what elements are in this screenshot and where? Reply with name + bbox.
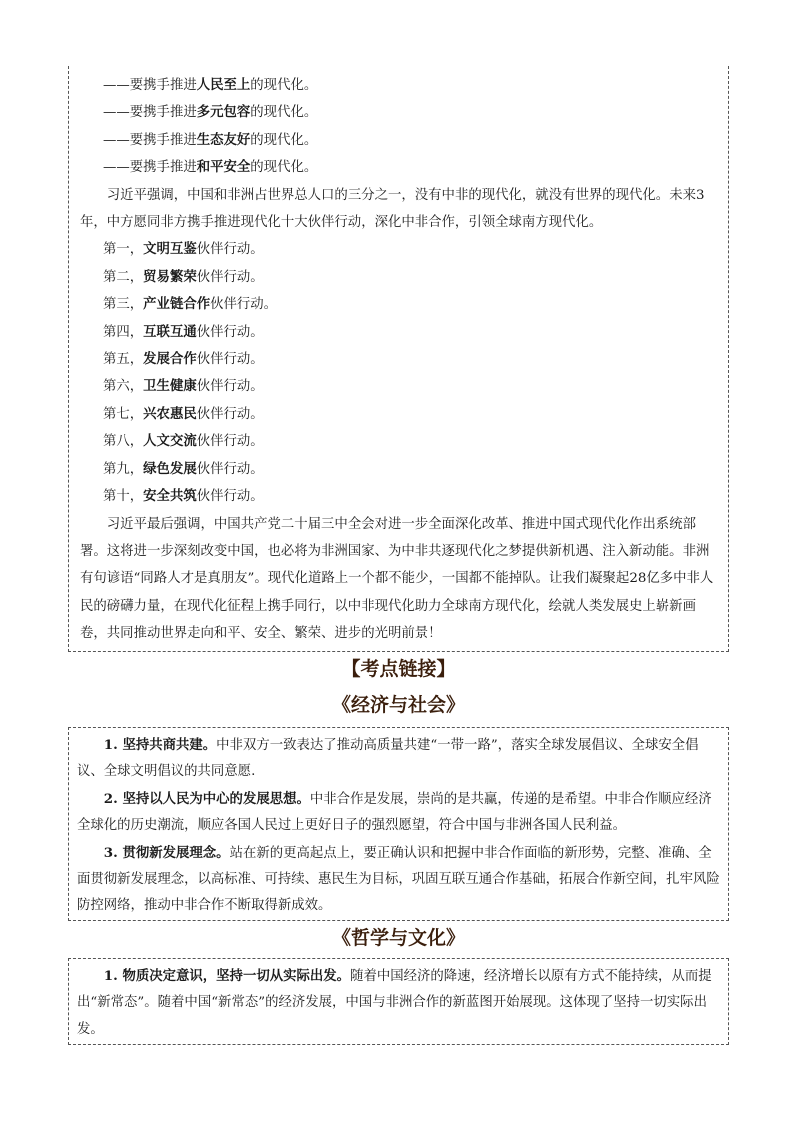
action-item: 第七，兴农惠民伙伴行动。 (103, 405, 264, 422)
dash-item: ——要携手推进和平安全的现代化。 (103, 159, 318, 176)
heading-exam-link: 【考点链接】 (341, 658, 456, 680)
point-item: 2. 坚持以人民为中心的发展思想。中非合作是发展，崇尚的是共赢，传递的是希望。中非合作顺应经济全球化的历史潮流，顺应各国人民过上更好日子的强烈愿望，符合中国与非洲各国人民利益。 (77, 790, 712, 834)
action-item: 第六，卫生健康伙伴行动。 (103, 378, 264, 395)
action-item: 第四，互联互通伙伴行动。 (103, 323, 264, 340)
heading-economy-society: 《经济与社会》 (331, 694, 465, 716)
heading-philosophy-culture: 《哲学与文化》 (331, 927, 465, 949)
point-item: 3. 贯彻新发展理念。站在新的更高起点上，要正确认识和把握中非合作面临的新形势，完整、准确、全面贯彻新发展理念，以高标准、可持续、惠民生为目标，巩固互联互通合作基础，拓展合作新空间，扎牢风险防控网络，推动中非合作不断取得新成效。 (77, 844, 720, 914)
action-item: 第一，文明互鉴伙伴行动。 (103, 241, 264, 258)
article-box (68, 66, 729, 652)
paragraph: 习近平最后强调，中国共产党二十届三中全会对进一步全面深化改革、推进中国式现代化作出系统部署。这将进一步深刻改变中国，也必将为非洲国家、为中非共逐现代化之梦提供新机遇、注入新动能。非洲有句谚语“同路人才是真朋友”。现代化道路上一个都不能少，一国都不能掉队。让我们凝聚起28亿多中非人民的磅礴力量，在现代化征程上携手同行，以中非现代化助力全球南方现代化，绘就人类发展史上崭新画卷，共同推动世界走向和平、安全、繁荣、进步的光明前景！ (80, 516, 714, 642)
action-item: 第三，产业链合作伙伴行动。 (103, 296, 278, 313)
philosophy-box (68, 958, 729, 1045)
paragraph: 习近平强调，中国和非洲占世界总人口的三分之一，没有中非的现代化，就没有世界的现代化。未来3年，中方愿同非方携手推进现代化十大伙伴行动，深化中非合作，引领全球南方现代化。 (80, 187, 705, 231)
action-item: 第五，发展合作伙伴行动。 (103, 351, 264, 368)
dash-item: ——要携手推进多元包容的现代化。 (103, 104, 318, 121)
point-item: 1. 物质决定意识，坚持一切从实际出发。随着中国经济的降速，经济增长以原有方式不能持续，从而提出“新常态”。随着中国“新常态”的经济发展，中国与非洲合作的新蓝图开始展现。这体现了坚持一切实际出发。 (77, 968, 712, 1037)
economy-box (68, 727, 729, 921)
dash-item: ——要携手推进生态友好的现代化。 (103, 131, 318, 148)
action-item: 第八，人文交流伙伴行动。 (103, 433, 264, 450)
action-item: 第十，安全共筑伙伴行动。 (103, 488, 264, 505)
action-item: 第九，绿色发展伙伴行动。 (103, 460, 264, 477)
point-item: 1. 坚持共商共建。中非双方一致表达了推动高质量共建“一带一路”，落实全球发展倡议、全球安全倡议、全球文明倡议的共同意愿. (77, 737, 699, 780)
action-item: 第二，贸易繁荣伙伴行动。 (103, 268, 264, 285)
dash-item: ——要携手推进人民至上的现代化。 (103, 77, 318, 93)
